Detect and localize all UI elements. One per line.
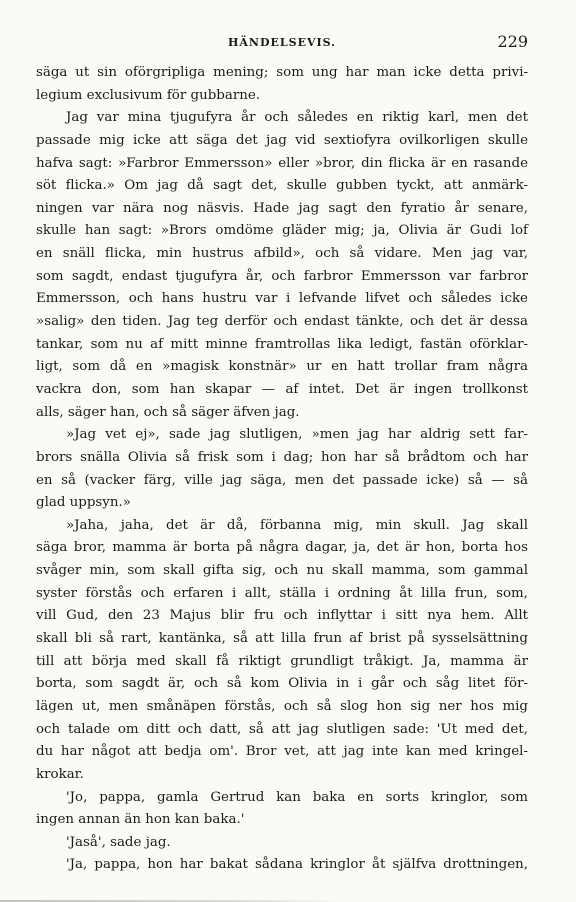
text-line: brors snälla Olivia så frisk som i dag; hon har så brådtom och har <box>36 449 528 465</box>
text-line: säga bror, mamma är borta på några dagar, ja, det är hon, borta hos <box>36 540 528 556</box>
text-line: och talade om ditt och datt, så att jag slutligen sade: 'Ut med det, <box>36 721 528 737</box>
text-line: alls, säger han, och så säger äfven jag. <box>36 404 300 420</box>
text-line: en så (vacker färg, ville jag säga, men det passade icke) så — så <box>36 472 528 488</box>
text-line: »Jaha, jaha, det är då, förbanna mig, min skull. Jag skall <box>66 517 528 533</box>
text-line: glad uppsyn.» <box>36 495 131 511</box>
text-line: söt flicka.» Om jag då sagt det, skulle gubben tyckt, att anmärk- <box>36 178 528 194</box>
text-line: vill Gud, den 23 Majus blir fru och inflyttar i sitt nya hem. Allt <box>36 608 528 624</box>
text-line: ligt, som då en »magisk konstnär» ur en hatt trollar fram några <box>36 359 528 375</box>
text-line: »Jag vet ej», sade jag slutligen, »men jag har aldrig sett far- <box>66 427 528 443</box>
text-line: vackra don, som han skapar — af intet. Det är ingen trollkonst <box>36 381 528 397</box>
text-line: 'Jo, pappa, gamla Gertrud kan baka en sorts kringlor, som <box>66 789 528 805</box>
text-line: 'Ja, pappa, hon har bakat sådana kringlor åt själfva drottningen, <box>66 857 528 873</box>
text-line: Emmersson, och hans hustru var i lefvande lifvet och således icke <box>36 291 528 307</box>
text-line: tankar, som nu af mitt minne framtrollas lika ledigt, fastän oförklar- <box>36 336 528 352</box>
page-number: 229 <box>497 32 528 51</box>
text-line: ningen var nära nog näsvis. Hade jag sagt den fyratio år senare, <box>36 200 528 216</box>
text-line: 'Jaså', sade jag. <box>66 834 171 850</box>
text-line: Jag var mina tjugufyra år och således en riktig karl, men det <box>66 110 528 126</box>
text-line: skall bli så rart, kantänka, så att lilla frun af brist på sysselsättning <box>36 631 528 647</box>
body-text <box>36 62 528 877</box>
text-line: legium exclusivum för gubbarne. <box>36 87 261 103</box>
text-line: borta, som sagdt är, och så kom Olivia in i går och såg litet för- <box>36 676 528 692</box>
text-line: skulle han sagt: »Brors omdöme gläder mig; ja, Olivia är Gudi lof <box>36 223 528 239</box>
text-line: passade mig icke att säga det jag vid sextiofyra ovilkorligen skulle <box>36 132 528 148</box>
text-line: svåger min, som skall gifta sig, och nu skall mamma, som gammal <box>36 563 528 579</box>
text-line: ingen annan än hon kan baka.' <box>36 812 245 828</box>
text-line: en snäll flicka, min hustrus afbild», och så vidare. Men jag var, <box>36 246 528 262</box>
text-line: hafva sagt: »Farbror Emmersson» eller »bror, din flicka är en rasande <box>36 155 528 171</box>
text-line: syster förstås och erfaren i allt, ställa i ordning åt lilla frun, som, <box>36 585 528 601</box>
text-line: till att börja med skall få riktigt grundligt tråkigt. Ja, mamma är <box>36 653 528 669</box>
text-line: »salig» den tiden. Jag teg derför och endast tänkte, och det är dessa <box>36 314 528 330</box>
running-head: HÄNDELSEVIS. <box>227 36 337 49</box>
text-line: som sagdt, endast tjugufyra år, och farbror Emmersson var farbror <box>36 268 528 284</box>
text-line: du har något att bedja om'. Bror vet, att jag inte kan med kringel- <box>36 744 528 760</box>
text-line: lägen ut, men smånäpen förstås, och så slog hon sig ner hos mig <box>36 698 528 714</box>
text-line: säga ut sin oförgripliga mening; som ung har man icke detta privi- <box>36 65 528 80</box>
page-header <box>36 32 528 52</box>
text-line: krokar. <box>36 766 84 782</box>
